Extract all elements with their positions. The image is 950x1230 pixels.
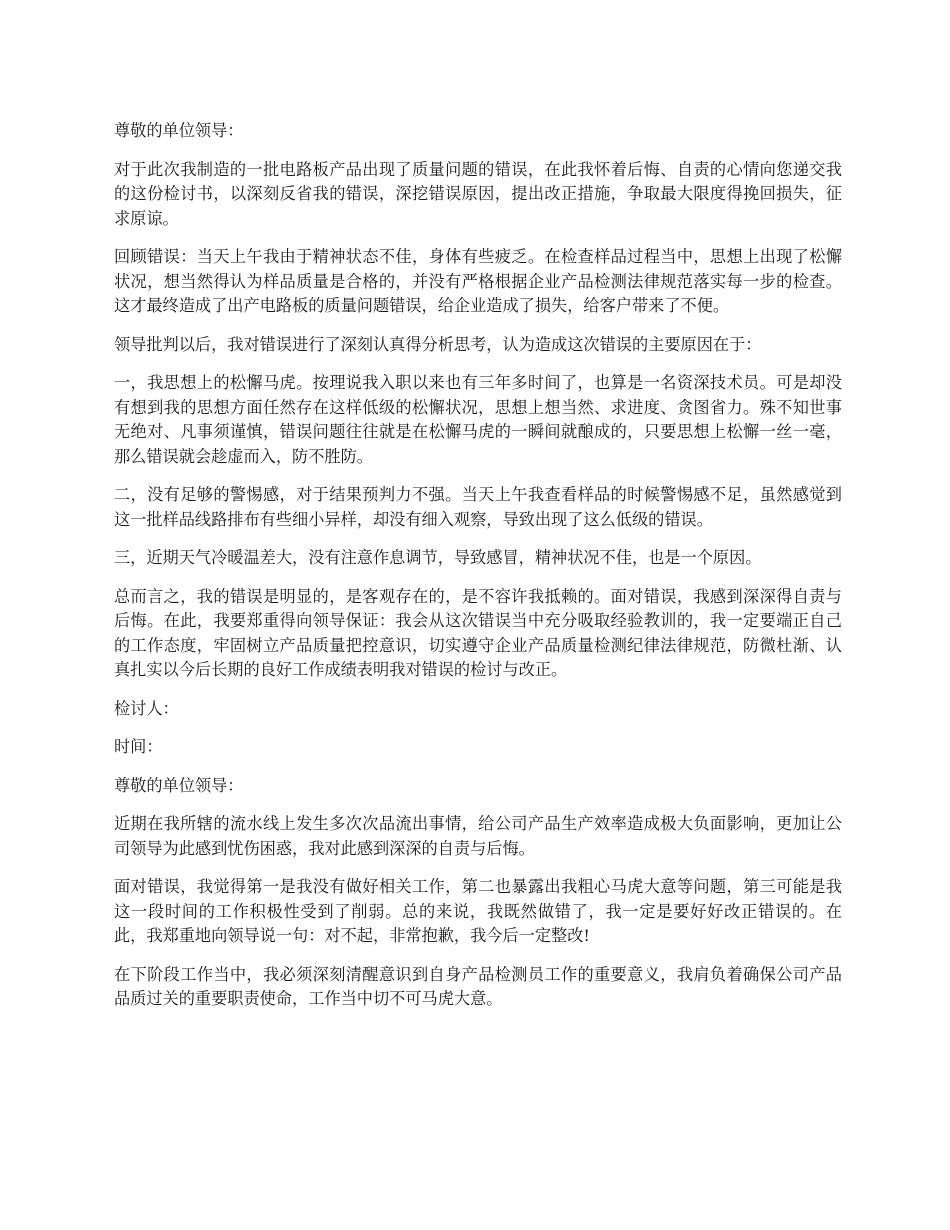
review-paragraph: 回顾错误：当天上午我由于精神状态不佳，身体有些疲乏。在检查样品过程当中，思想上出现了松懈状况，想当然得认为样品质量是合格的，并没有严格根据企业产品检测法律规范落实每一步的检查。这才最终造成了出产电路板的质量问题错误，给企业造成了损失，给客户带来了不便。 [114,247,842,315]
second-intro-paragraph: 近期在我所辖的流水线上发生多次次品流出事情，给公司产品生产效率造成极大负面影响，更加让公司领导为此感到忧伤困惑，我对此感到深深的自责与后悔。 [114,814,842,858]
second-salutation: 尊敬的单位领导： [114,775,244,795]
second-commitment-paragraph: 在下阶段工作当中，我必须深刻清醒意识到自身产品检测员工作的重要意义，我肩负着确保公司产品品质过关的重要职责使命，工作当中切不可马虎大意。 [114,964,842,1008]
document-body [114,119,842,1026]
reason-two-paragraph: 二，没有足够的警惕感，对于结果预判力不强。当天上午我查看样品的时候警惕感不足，虽然感觉到这一批样品线路排布有些细小异样，却没有细入观察，导致出现了这么低级的错误。 [114,485,842,529]
intro-paragraph: 对于此次我制造的一批电路板产品出现了质量问题的错误，在此我怀着后悔、自责的心情向您递交我的这份检讨书，以深刻反省我的错误，深挖错误原因，提出改正措施，争取最大限度得挽回损失，征求原谅。 [114,159,842,228]
signatory-label: 检讨人： [114,698,179,718]
second-reflection-paragraph: 面对错误，我觉得第一是我没有做好相关工作，第二也暴露出我粗心马虎大意等问题，第三可能是我这一段时间的工作积极性受到了削弱。总的来说，我既然做错了，我一定是要好好改正错误的。在此，我郑重地向领导说一句：对不起，非常抱歉，我今后一定整改! [114,877,842,945]
reason-one-paragraph: 一，我思想上的松懈马虎。按理说我入职以来也有三年多时间了，也算是一名资深技术员。可是却没有想到我的思想方面任然存在这样低级的松懈状况，思想上想当然、求进度、贪图省力。殊不知世事无绝对、凡事须谨慎，错误问题往往就是在松懈马虎的一瞬间就酿成的，只要思想上松懈一丝一毫，那么错误就会趁虚而入，防不胜防。 [114,373,842,466]
reason-three-paragraph: 三，近期天气冷暖温差大，没有注意作息调节，导致感冒，精神状况不佳，也是一个原因。 [114,548,762,567]
date-label: 时间： [114,737,163,756]
conclusion-paragraph: 总而言之，我的错误是明显的，是客观存在的，是不容许我抵赖的。面对错误，我感到深深得自责与后悔。在此，我要郑重得向领导保证：我会从这次错误当中充分吸取经验教训的，我一定要端正自己的工作态度，牢固树立产品质量把控意识，切实遵守企业产品质量检测纪律法律规范，防微杜渐、认真扎实以今后长期的良好工作成绩表明我对错误的检讨与改正。 [114,586,842,679]
analysis-intro-paragraph: 领导批判以后，我对错误进行了深刻认真得分析思考，认为造成这次错误的主要原因在于： [114,334,762,354]
salutation: 尊敬的单位领导： [114,121,244,140]
